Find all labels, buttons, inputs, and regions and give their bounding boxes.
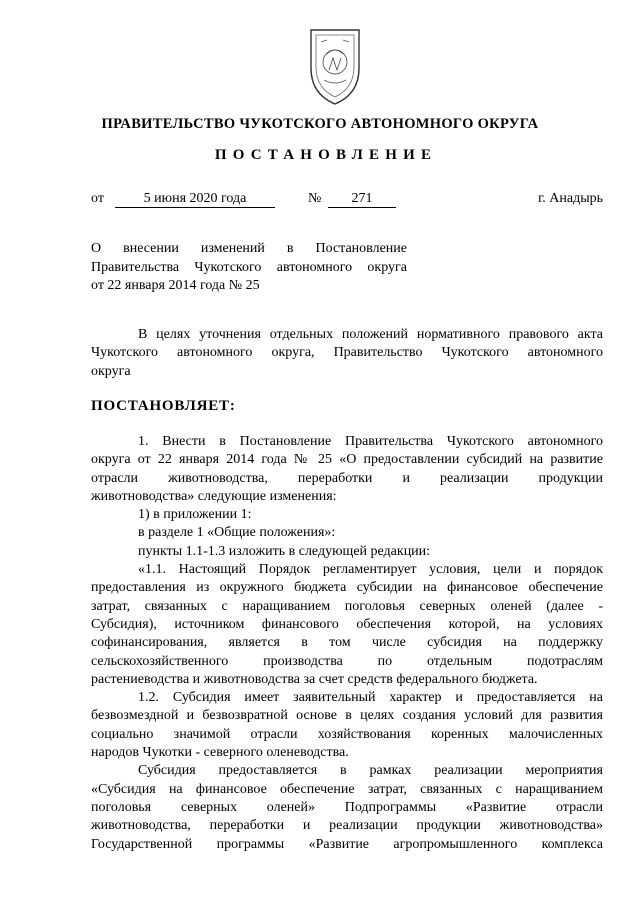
text-line: сельскохозяйственного производства по отдельным подотраслям [91, 653, 603, 669]
text-line: отрасли животноводства, переработки и реализации продукции [91, 470, 603, 486]
text-line: растениеводства и животноводства за счет средств федерального бюджета. [91, 671, 538, 687]
preamble [91, 326, 603, 381]
text-line: 1. Внести в Постановление Правительства Чукотского автономного [138, 434, 603, 449]
text-line: 1) в приложении 1: [138, 507, 252, 523]
text-line: Государственной программы «Развитие агропромышленного комплекса [91, 836, 603, 852]
preamble-line: округа [91, 363, 131, 379]
subject-line: Правительства Чукотского автономного округа [91, 259, 407, 275]
text-line: пункты 1.1-1.3 изложить в следующей редакции: [138, 543, 431, 559]
decree-number: 271 [328, 191, 396, 208]
text-line: округа от 22 января 2014 года № 25 «О предоставлении субсидий на развитие [91, 452, 603, 468]
text-line: «1.1. Настоящий Порядок регламентирует условия, цели и порядок [138, 562, 603, 578]
text-line: животноводства, переработки и реализации продукции животноводства» [91, 818, 603, 834]
preamble-line: Чукотского автономного округа, Правительство Чукотского автономного [91, 345, 603, 361]
coat-of-arms-emblem [307, 24, 363, 106]
text-line: народов Чукотки - северного оленеводства. [91, 745, 349, 761]
text-line: «Субсидия на финансовое обеспечение затрат, связанных с наращиванием [91, 781, 603, 797]
number-sign: № [308, 191, 322, 206]
government-title: ПРАВИТЕЛЬСТВО ЧУКОТСКОГО АВТОНОМНОГО ОКРУГА [101, 116, 539, 132]
decree-text [91, 433, 603, 854]
text-line: в разделе 1 «Общие положения»: [138, 525, 336, 541]
decree-date: 5 июня 2020 года [115, 191, 275, 208]
text-line: Субсидия предоставляется в рамках реализации мероприятия [138, 763, 603, 779]
text-line: безвозмездной и безвозвратной основе в целях создания условий для развития [91, 708, 603, 724]
text-line: предоставления из окружного бюджета субсидии на финансовое обеспечение [91, 580, 603, 596]
resolves-heading: ПОСТАНОВЛЯЕТ: [91, 398, 236, 414]
decree-title: ПОСТАНОВЛЕНИЕ [214, 147, 438, 163]
text-line: Субсидия), источником финансового обеспечения которой, на условиях [91, 616, 603, 632]
preamble-line: В целях уточнения отдельных положений нормативного правового акта [138, 327, 603, 342]
text-line: поголовья северных оленей» Подпрограммы «Развитие отрасли [91, 799, 603, 815]
date-prefix: от [91, 191, 104, 206]
text-line: 1.2. Субсидия имеет заявительный характер и предоставляется на [138, 690, 603, 706]
text-line: животноводства» следующие изменения: [91, 488, 337, 504]
text-line: софинансирования, является в том числе субсидия на поддержку [91, 635, 603, 651]
decree-city: г. Анадырь [538, 191, 603, 206]
subject-line: от 22 января 2014 года № 25 [91, 278, 260, 293]
text-line: социально значимой отрасли хозяйствования коренных малочисленных [91, 726, 603, 742]
text-line: затрат, связанных с наращиванием поголовья северных оленей (далее - [91, 598, 603, 614]
decree-meta [91, 191, 603, 211]
subject-line: О внесении изменений в Постановление [91, 241, 407, 256]
decree-subject [91, 240, 407, 296]
